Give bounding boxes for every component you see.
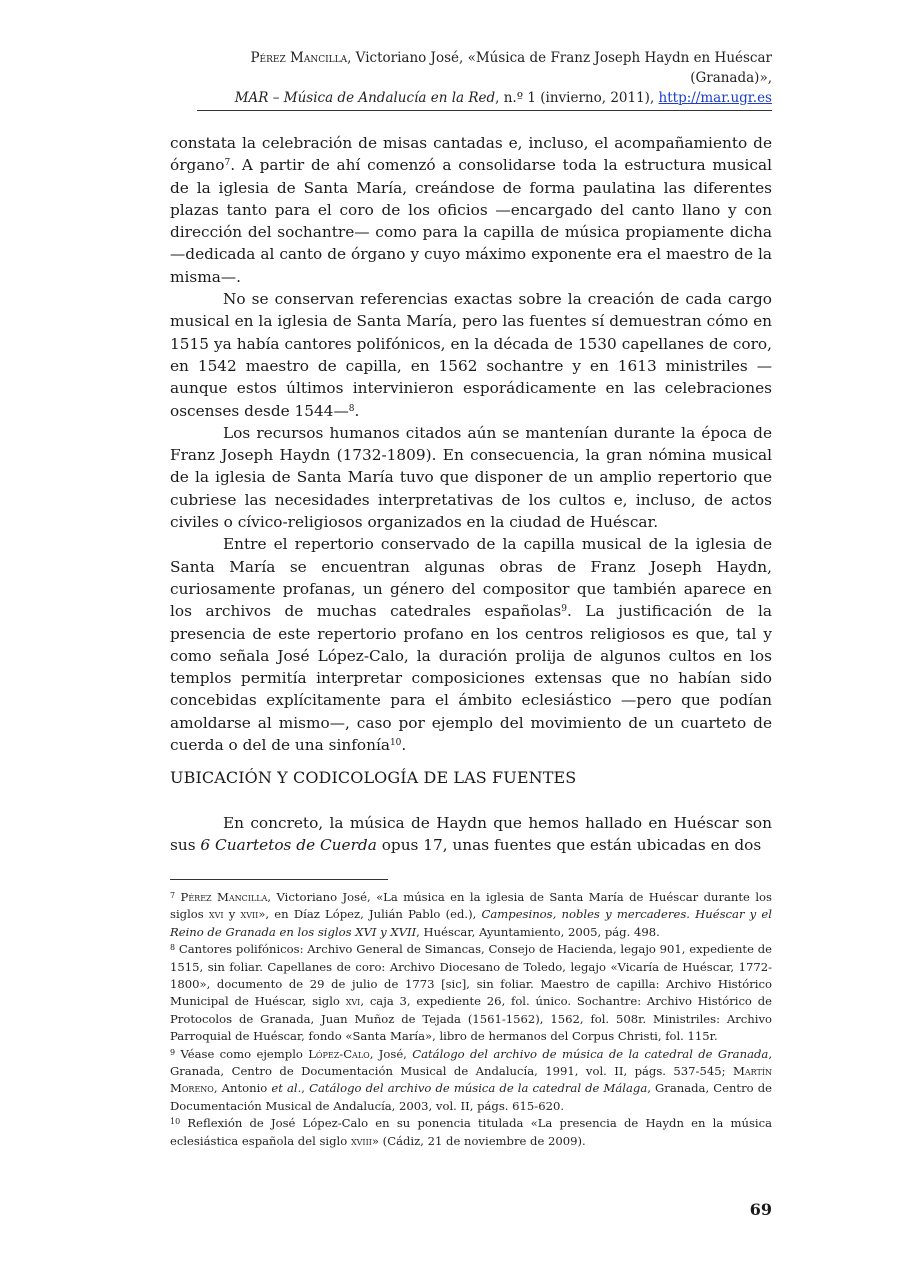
paragraph: [170, 132, 772, 288]
text-span: », en Díaz López, Julián Pablo (ed.),: [258, 907, 482, 922]
main-text: [170, 132, 772, 756]
header-url-link[interactable]: http://mar.ugr.es: [658, 90, 772, 106]
footnote-9: [170, 1046, 772, 1116]
text-span: , José,: [369, 1046, 413, 1061]
text-span: En concreto, la música de Haydn que hemos hallado en Huéscar son sus: [170, 814, 772, 855]
work-title: 6 Cuartetos de Cuerda: [200, 836, 377, 855]
footnote-author: Pérez Mancilla: [180, 890, 268, 904]
footnotes: [170, 889, 772, 1150]
text-span: xviii: [350, 1133, 372, 1148]
text-span: ,: [301, 1081, 310, 1096]
footnote-8: [170, 941, 772, 1045]
header-divider: [197, 110, 772, 111]
text-span: y: [223, 907, 241, 922]
paragraph: [170, 533, 772, 756]
paragraph: [170, 812, 772, 857]
header-citation-line-2: [170, 88, 772, 108]
text-span: constata la celebración de misas cantadas e, incluso, el acompañamiento de órgano: [170, 134, 772, 175]
text-span: Cantores polifónicos: Archivo General de Simancas, Consejo de Hacienda, legajo 901, expediente de 1515, sin foliar. Capellanes de coro: Archivo Diocesano de Toledo, legajo «Vicaría de Huéscar, 1772-1800», documento de 29 de julio de 1773 [sic], sin foliar. Maestro de capilla: Archivo Histórico Municipal de Huéscar, siglo: [170, 942, 773, 1009]
footnote-number: 7: [170, 891, 176, 900]
running-header: [170, 48, 772, 108]
footnote-number: 9: [170, 1047, 176, 1057]
page-number: 69: [749, 1200, 772, 1219]
footnote-number: 8: [170, 943, 176, 953]
footnote-ref[interactable]: 10: [389, 738, 402, 749]
text-span: , Victoriano José, «La música en la iglesia de Santa María de Huéscar durante los siglos: [170, 890, 772, 922]
text-span: xvi: [345, 994, 361, 1009]
header-author-rest: , Victoriano José, «Música de Franz Joseph Haydn en Huéscar (Granada)»,: [347, 50, 772, 86]
section-heading: UBICACIÓN Y CODICOLOGÍA DE LAS FUENTES: [170, 768, 577, 787]
footnote-author: Martín Moreno: [170, 1064, 772, 1096]
text-span: . A partir de ahí comenzó a consolidarse toda la estructura musical de la iglesia de Santa María, creándose de forma paulatina las diferentes plazas tanto para el coro de los oficios —encargado del canto llano y con dirección del sochantre— como para la capilla de música propiamente dicha —dedicada al canto de órgano y cuyo máximo exponente era el maestro de la misma—.: [170, 156, 772, 286]
footnote-ref[interactable]: 7: [224, 158, 231, 169]
footnote-ref[interactable]: 8: [348, 403, 355, 414]
footnote-number: 10: [170, 1117, 181, 1127]
text-span: xvii: [240, 907, 259, 922]
text-span: et al.: [271, 1081, 302, 1096]
text-span: opus 17, unas fuentes que están ubicadas en dos: [376, 836, 762, 855]
footnote-author: López-Calo: [308, 1046, 370, 1061]
text-span: Entre el repertorio conservado de la capilla musical de la iglesia de Santa María se encuentran algunas obras de Franz Joseph Haydn, curiosamente profanas, un género del compositor que también aparece en los archivos de muchas catedrales españolas: [170, 535, 772, 621]
text-span: » (Cádiz, 21 de noviembre de 2009).: [371, 1133, 586, 1148]
text-span: , Granada, Centro de Documentación Musical de Andalucía, 2003, vol. II, págs. 615-620.: [170, 1081, 772, 1113]
book-title: Catálogo del archivo de música de la catedral de Málaga: [309, 1081, 648, 1096]
text-span: xvi: [208, 907, 224, 922]
book-title: Catálogo del archivo de música de la catedral de Granada: [412, 1046, 769, 1061]
header-journal: MAR – Música de Andalucía en la Red: [234, 90, 496, 106]
text-span: , Antonio: [213, 1081, 272, 1096]
paragraph: Los recursos humanos citados aún se mantenían durante la época de Franz Joseph Haydn (1732-1809). En consecuencia, la gran nómina musical de la iglesia de Santa María tuvo que disponer de un amplio repertorio que cubriese las necesidades interpretativas de los cultos e, incluso, de actos civiles o cívico-religiosos organizados en la ciudad de Huéscar.: [170, 423, 772, 532]
text-span: No se conservan referencias exactas sobre la creación de cada cargo musical en la iglesia de Santa María, pero las fuentes sí demuestran cómo en 1515 ya había cantores polifónicos, en la década de 1530 capellanes de coro, en 1542 maestro de capilla, en 1562 sochantre y en 1613 ministriles —aunque estos últimos intervinieron esporádicamente en las celebraciones oscenses desde 1544—: [170, 290, 772, 420]
main-text-continued: [170, 812, 772, 857]
header-author: Pérez Mancilla: [250, 50, 348, 66]
text-span: Véase como ejemplo: [180, 1046, 309, 1061]
text-span: , Huéscar, Ayuntamiento, 2005, pág. 498.: [416, 924, 660, 939]
paragraph: [170, 288, 772, 422]
footnote-10: [170, 1115, 772, 1150]
footnote-ref[interactable]: 9: [561, 604, 567, 615]
text-span: , Granada, Centro de Documentación Musical de Andalucía, 1991, vol. II, págs. 537-545;: [170, 1046, 772, 1079]
text-span: Reflexión de José López-Calo en su ponencia titulada «La presencia de Haydn en la música eclesiástica española del siglo: [170, 1116, 773, 1148]
book-title: Campesinos, nobles y mercaderes. Huéscar y el Reino de Granada en los siglos XVI y XVII: [170, 907, 773, 939]
text-span: . La justificación de la presencia de este repertorio profano en los centros religiosos es que, tal y como señala José López-Calo, la duración prolija de algunos cultos en los templos permitía interpretar composiciones extensas que no habían sido concebidas explícitamente para el ámbito eclesiástico —pero que podían amoldarse al mismo—, caso por ejemplo del movimiento de un cuarteto de cuerda o del de una sinfonía: [170, 602, 772, 755]
header-citation-line-1: [170, 48, 772, 88]
text-span: .: [401, 736, 407, 755]
text-span: , caja 3, expediente 26, fol. único. Sochantre: Archivo Histórico de Protocolos de Granada, Juan Muñoz de Tejada (1561-1562), 1562, fol. 508r. Ministriles: Archivo Parroquial de Huéscar, fondo «Santa María», libro de hermanos del Corpus Christi, fol. 115r.: [170, 994, 772, 1044]
text-span: .: [354, 401, 360, 420]
footnote-7: [170, 889, 772, 941]
footnote-divider: [170, 879, 388, 880]
header-issue: , n.º 1 (invierno, 2011),: [495, 90, 659, 106]
